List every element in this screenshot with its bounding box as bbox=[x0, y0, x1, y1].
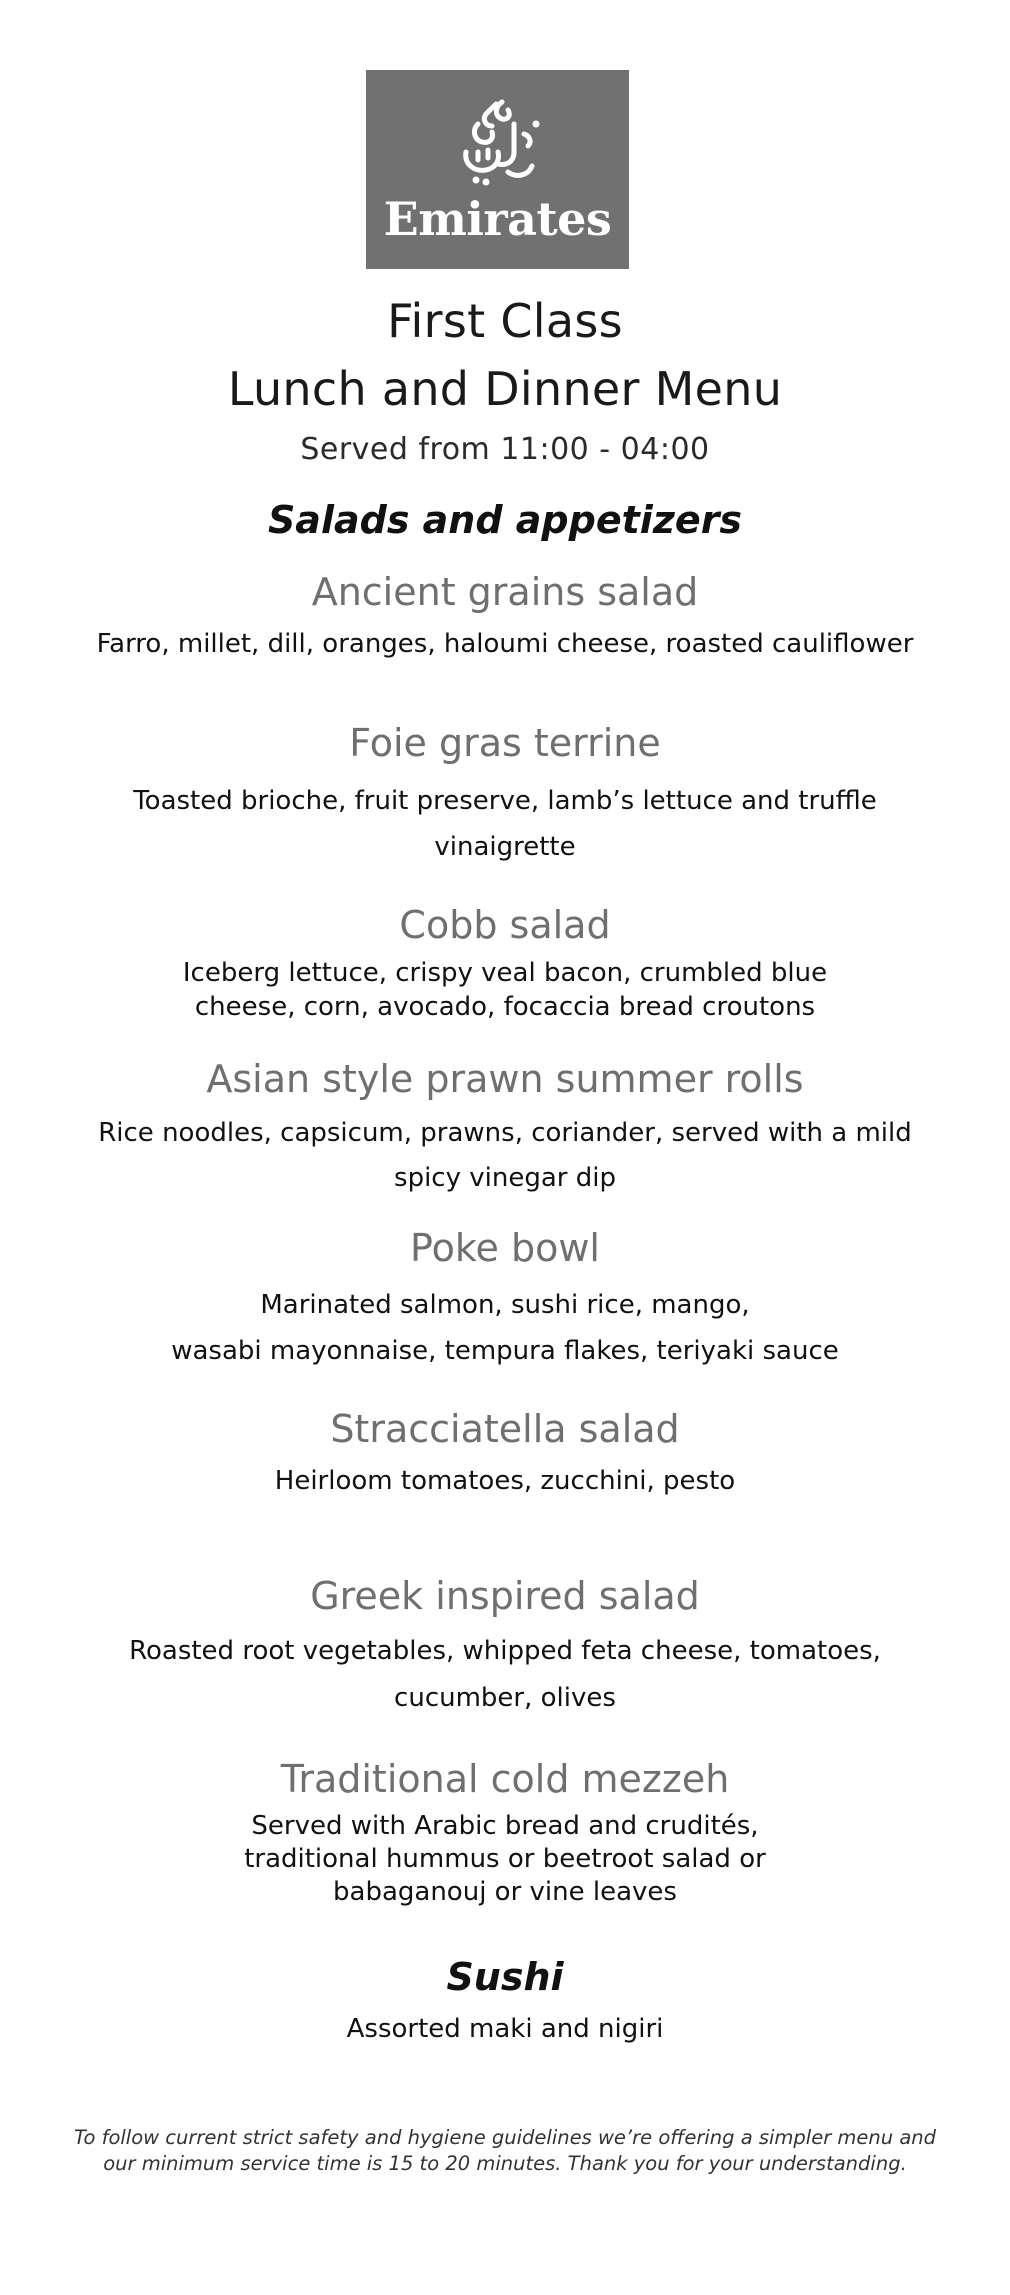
menu-title-class: First Class bbox=[387, 294, 623, 348]
dish-description: traditional hummus or beetroot salad or bbox=[244, 1844, 766, 1874]
dish-description: Heirloom tomatoes, zucchini, pesto bbox=[274, 1466, 736, 1496]
arabic-calligraphy-emblem-icon bbox=[366, 94, 629, 194]
dish-description: Served with Arabic bread and crudités, bbox=[251, 1811, 759, 1841]
dish-description: Rice noodles, capsicum, prawns, coriander, served with a mild bbox=[98, 1118, 912, 1148]
section-heading-salads: Salads and appetizers bbox=[267, 498, 743, 542]
dish-name: Ancient grains salad bbox=[311, 570, 699, 614]
dish-description: Assorted maki and nigiri bbox=[346, 2014, 664, 2044]
dish-description: Toasted brioche, fruit preserve, lamb’s lettuce and truffle bbox=[133, 786, 877, 816]
service-hours: Served from 11:00 - 04:00 bbox=[300, 432, 710, 467]
dish-name: Asian style prawn summer rolls bbox=[206, 1057, 804, 1101]
logo-wordmark: Emirates bbox=[383, 192, 612, 246]
dish-description: Iceberg lettuce, crispy veal bacon, crumbled blue bbox=[182, 958, 828, 988]
dish-description: spicy vinegar dip bbox=[394, 1163, 616, 1193]
dish-name: Cobb salad bbox=[399, 903, 611, 947]
dish-description: cheese, corn, avocado, focaccia bread croutons bbox=[194, 992, 816, 1022]
dish-name: Stracciatella salad bbox=[330, 1407, 680, 1451]
dish-description: wasabi mayonnaise, tempura flakes, teriyaki sauce bbox=[171, 1336, 839, 1366]
dish-name: Greek inspired salad bbox=[310, 1574, 700, 1618]
section-heading-sushi: Sushi bbox=[446, 1955, 564, 1999]
dish-description: babaganouj or vine leaves bbox=[333, 1877, 677, 1907]
dish-description: Farro, millet, dill, oranges, haloumi cheese, roasted cauliflower bbox=[96, 629, 914, 659]
dish-description: Roasted root vegetables, whipped feta cheese, tomatoes, bbox=[129, 1636, 881, 1666]
footer-note: To follow current strict safety and hygiene guidelines we’re offering a simpler menu and bbox=[73, 2126, 937, 2149]
menu-title-meal: Lunch and Dinner Menu bbox=[227, 362, 783, 416]
dish-description: Marinated salmon, sushi rice, mango, bbox=[260, 1290, 750, 1320]
dish-name: Poke bowl bbox=[410, 1226, 600, 1270]
dish-description: vinaigrette bbox=[434, 832, 576, 862]
dish-name: Traditional cold mezzeh bbox=[280, 1757, 730, 1801]
footer-note: our minimum service time is 15 to 20 minutes. Thank you for your understanding. bbox=[103, 2152, 907, 2175]
emirates-logo bbox=[366, 70, 629, 269]
dish-name: Foie gras terrine bbox=[349, 721, 661, 765]
dish-description: cucumber, olives bbox=[394, 1683, 616, 1713]
